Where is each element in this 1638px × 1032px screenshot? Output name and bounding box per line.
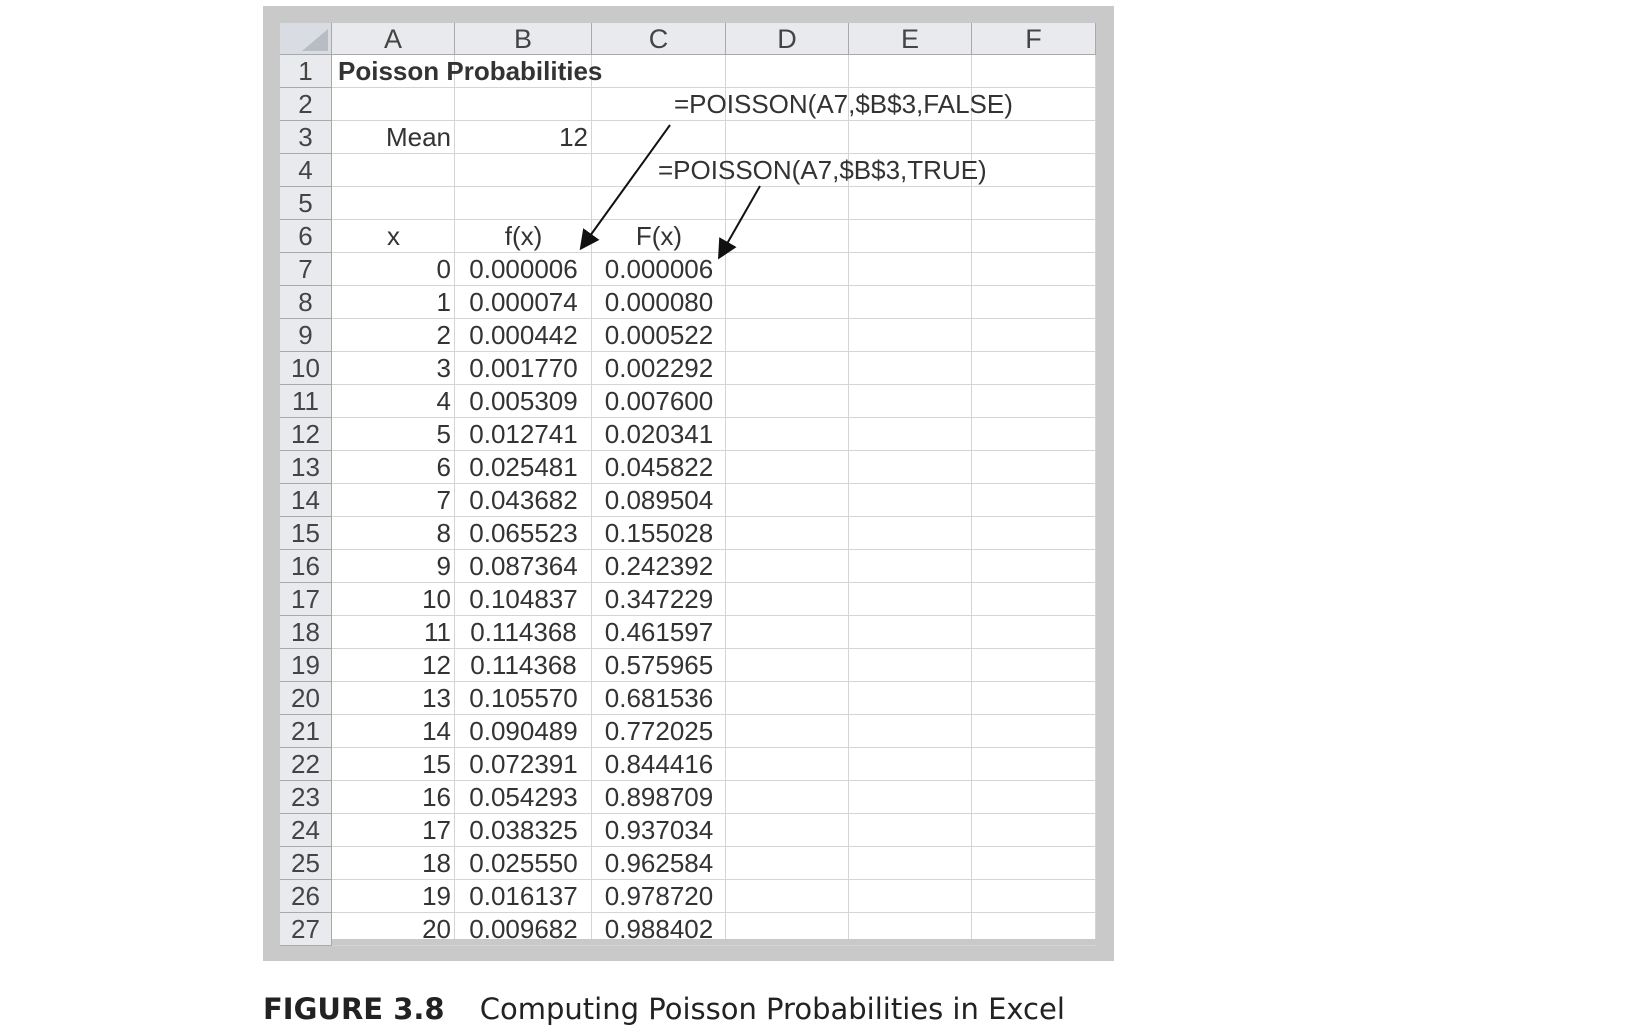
row-header-10[interactable]: 10 bbox=[280, 352, 332, 385]
cell-fx-value[interactable]: 0.114368 bbox=[470, 617, 577, 647]
cell-Fx-value[interactable]: 0.007600 bbox=[604, 386, 714, 416]
row-header-19[interactable]: 19 bbox=[280, 649, 332, 682]
row-header-2[interactable]: 2 bbox=[280, 88, 332, 121]
arrow-to-Fx bbox=[720, 186, 760, 256]
cell-fx-value[interactable]: 0.043682 bbox=[469, 485, 578, 515]
cell-x-value[interactable]: 12 bbox=[422, 650, 451, 680]
cell-fx-value[interactable]: 0.000074 bbox=[469, 287, 578, 317]
cell-x-value[interactable]: 16 bbox=[422, 782, 451, 812]
cell-fx-value[interactable]: 0.000442 bbox=[469, 320, 578, 350]
cell-Fx-value[interactable]: 0.020341 bbox=[604, 419, 714, 449]
row-header-17[interactable]: 17 bbox=[280, 583, 332, 616]
row-header-18[interactable]: 18 bbox=[280, 616, 332, 649]
cell-x-value[interactable]: 2 bbox=[436, 320, 451, 350]
row-header-23[interactable]: 23 bbox=[280, 781, 332, 814]
cell-fx-value[interactable]: 0.072391 bbox=[469, 749, 578, 779]
row-header-8[interactable]: 8 bbox=[280, 286, 332, 319]
cell-fx-value[interactable]: 0.025481 bbox=[469, 452, 578, 482]
cell-Fx-value[interactable]: 0.155028 bbox=[604, 518, 714, 548]
cell-x-value[interactable]: 8 bbox=[436, 518, 451, 548]
cell-x-value[interactable]: 0 bbox=[436, 254, 451, 284]
cell-fx-value[interactable]: 0.005309 bbox=[469, 386, 578, 416]
cell-fx-value[interactable]: 0.012741 bbox=[469, 419, 578, 449]
cell-Fx-value[interactable]: 0.681536 bbox=[604, 683, 714, 713]
cell-fx-value[interactable]: 0.025550 bbox=[469, 848, 578, 878]
cell-fx-value[interactable]: 0.009682 bbox=[469, 914, 578, 944]
cell-Fx-value[interactable]: 0.242392 bbox=[604, 551, 714, 581]
row-header-22[interactable]: 22 bbox=[280, 748, 332, 781]
cell-Fx-value[interactable]: 0.898709 bbox=[604, 782, 714, 812]
row-header-27[interactable]: 27 bbox=[280, 913, 332, 946]
row-header-12[interactable]: 12 bbox=[280, 418, 332, 451]
cell-x-value[interactable]: 20 bbox=[422, 914, 451, 944]
cell-fx-value[interactable]: 0.104837 bbox=[469, 584, 578, 614]
row-header-6[interactable]: 6 bbox=[280, 220, 332, 253]
cell-Fx-value[interactable]: 0.988402 bbox=[604, 914, 714, 944]
column-header-f[interactable]: F bbox=[972, 23, 1096, 55]
cell-Fx-value[interactable]: 0.000080 bbox=[604, 287, 714, 317]
cell-fx-value[interactable]: 0.001770 bbox=[469, 353, 578, 383]
cell-Fx-value[interactable]: 0.045822 bbox=[604, 452, 714, 482]
formula-annotation-true[interactable]: =POISSON(A7,$B$3,TRUE) bbox=[658, 155, 987, 185]
cell-fx-value[interactable]: 0.090489 bbox=[469, 716, 578, 746]
header-fx[interactable]: f(x) bbox=[504, 221, 543, 251]
cell-Fx-value[interactable]: 0.461597 bbox=[604, 617, 714, 647]
cell-x-value[interactable]: 10 bbox=[422, 584, 451, 614]
row-header-1[interactable]: 1 bbox=[280, 55, 332, 88]
cell-fx-value[interactable]: 0.016137 bbox=[469, 881, 578, 911]
cell-Fx-value[interactable]: 0.347229 bbox=[604, 584, 714, 614]
cell-fx-value[interactable]: 0.105570 bbox=[469, 683, 578, 713]
cell-fx-value[interactable]: 0.000006 bbox=[469, 254, 578, 284]
row-header-4[interactable]: 4 bbox=[280, 154, 332, 187]
cell-x-value[interactable]: 1 bbox=[436, 287, 451, 317]
cell-x-value[interactable]: 18 bbox=[422, 848, 451, 878]
cell-x-value[interactable]: 15 bbox=[422, 749, 451, 779]
row-header-11[interactable]: 11 bbox=[280, 385, 332, 418]
row-header-9[interactable]: 9 bbox=[280, 319, 332, 352]
column-header-a[interactable]: A bbox=[332, 23, 455, 55]
row-header-16[interactable]: 16 bbox=[280, 550, 332, 583]
cell-x-value[interactable]: 13 bbox=[422, 683, 451, 713]
column-header-d[interactable]: D bbox=[726, 23, 849, 55]
cell-x-value[interactable]: 19 bbox=[422, 881, 451, 911]
cell-b3-mean-value[interactable]: 12 bbox=[559, 122, 588, 152]
column-header-c[interactable]: C bbox=[592, 23, 726, 55]
cell-Fx-value[interactable]: 0.844416 bbox=[604, 749, 714, 779]
cell-x-value[interactable]: 6 bbox=[436, 452, 451, 482]
row-header-3[interactable]: 3 bbox=[280, 121, 332, 154]
header-Fx[interactable]: F(x) bbox=[635, 221, 683, 251]
cell-Fx-value[interactable]: 0.089504 bbox=[604, 485, 714, 515]
cell-x-value[interactable]: 14 bbox=[422, 716, 451, 746]
cell-a1-title[interactable]: Poisson Probabilities bbox=[338, 56, 603, 86]
row-header-24[interactable]: 24 bbox=[280, 814, 332, 847]
row-header-15[interactable]: 15 bbox=[280, 517, 332, 550]
row-header-20[interactable]: 20 bbox=[280, 682, 332, 715]
cell-Fx-value[interactable]: 0.000006 bbox=[604, 254, 714, 284]
column-header-b[interactable]: B bbox=[455, 23, 592, 55]
cell-fx-value[interactable]: 0.054293 bbox=[469, 782, 578, 812]
cell-Fx-value[interactable]: 0.772025 bbox=[604, 716, 714, 746]
cell-x-value[interactable]: 9 bbox=[436, 551, 451, 581]
row-header-7[interactable]: 7 bbox=[280, 253, 332, 286]
figure-number: FIGURE 3.8 bbox=[263, 992, 445, 1026]
cell-Fx-value[interactable]: 0.937034 bbox=[604, 815, 714, 845]
column-header-e[interactable]: E bbox=[849, 23, 972, 55]
cell-fx-value[interactable]: 0.038325 bbox=[469, 815, 578, 845]
cell-Fx-value[interactable]: 0.962584 bbox=[604, 848, 714, 878]
row-header-26[interactable]: 26 bbox=[280, 880, 332, 913]
row-header-25[interactable]: 25 bbox=[280, 847, 332, 880]
figure-caption bbox=[263, 992, 1065, 1026]
cell-fx-value[interactable]: 0.114368 bbox=[470, 650, 577, 680]
cell-fx-value[interactable]: 0.087364 bbox=[469, 551, 578, 581]
cell-x-value[interactable]: 7 bbox=[436, 485, 451, 515]
cell-x-value[interactable]: 4 bbox=[436, 386, 451, 416]
cell-Fx-value[interactable]: 0.575965 bbox=[604, 650, 714, 680]
cell-Fx-value[interactable]: 0.978720 bbox=[604, 881, 714, 911]
row-header-21[interactable]: 21 bbox=[280, 715, 332, 748]
cell-x-value[interactable]: 17 bbox=[422, 815, 451, 845]
figure-caption-text: Computing Poisson Probabilities in Excel bbox=[479, 992, 1065, 1026]
formula-annotation-false[interactable]: =POISSON(A7,$B$3,FALSE) bbox=[674, 89, 1013, 119]
cell-x-value[interactable]: 3 bbox=[436, 353, 451, 383]
row-header-14[interactable]: 14 bbox=[280, 484, 332, 517]
cell-a3-mean-label[interactable]: Mean bbox=[385, 122, 451, 152]
cell-Fx-value[interactable]: 0.000522 bbox=[604, 320, 714, 350]
cell-x-value[interactable]: 11 bbox=[424, 617, 451, 647]
cell-Fx-value[interactable]: 0.002292 bbox=[604, 353, 714, 383]
cell-fx-value[interactable]: 0.065523 bbox=[469, 518, 578, 548]
header-x[interactable]: x bbox=[387, 221, 400, 251]
arrow-to-fx bbox=[582, 125, 670, 247]
row-header-5[interactable]: 5 bbox=[280, 187, 332, 220]
cell-x-value[interactable]: 5 bbox=[436, 419, 451, 449]
row-header-13[interactable]: 13 bbox=[280, 451, 332, 484]
